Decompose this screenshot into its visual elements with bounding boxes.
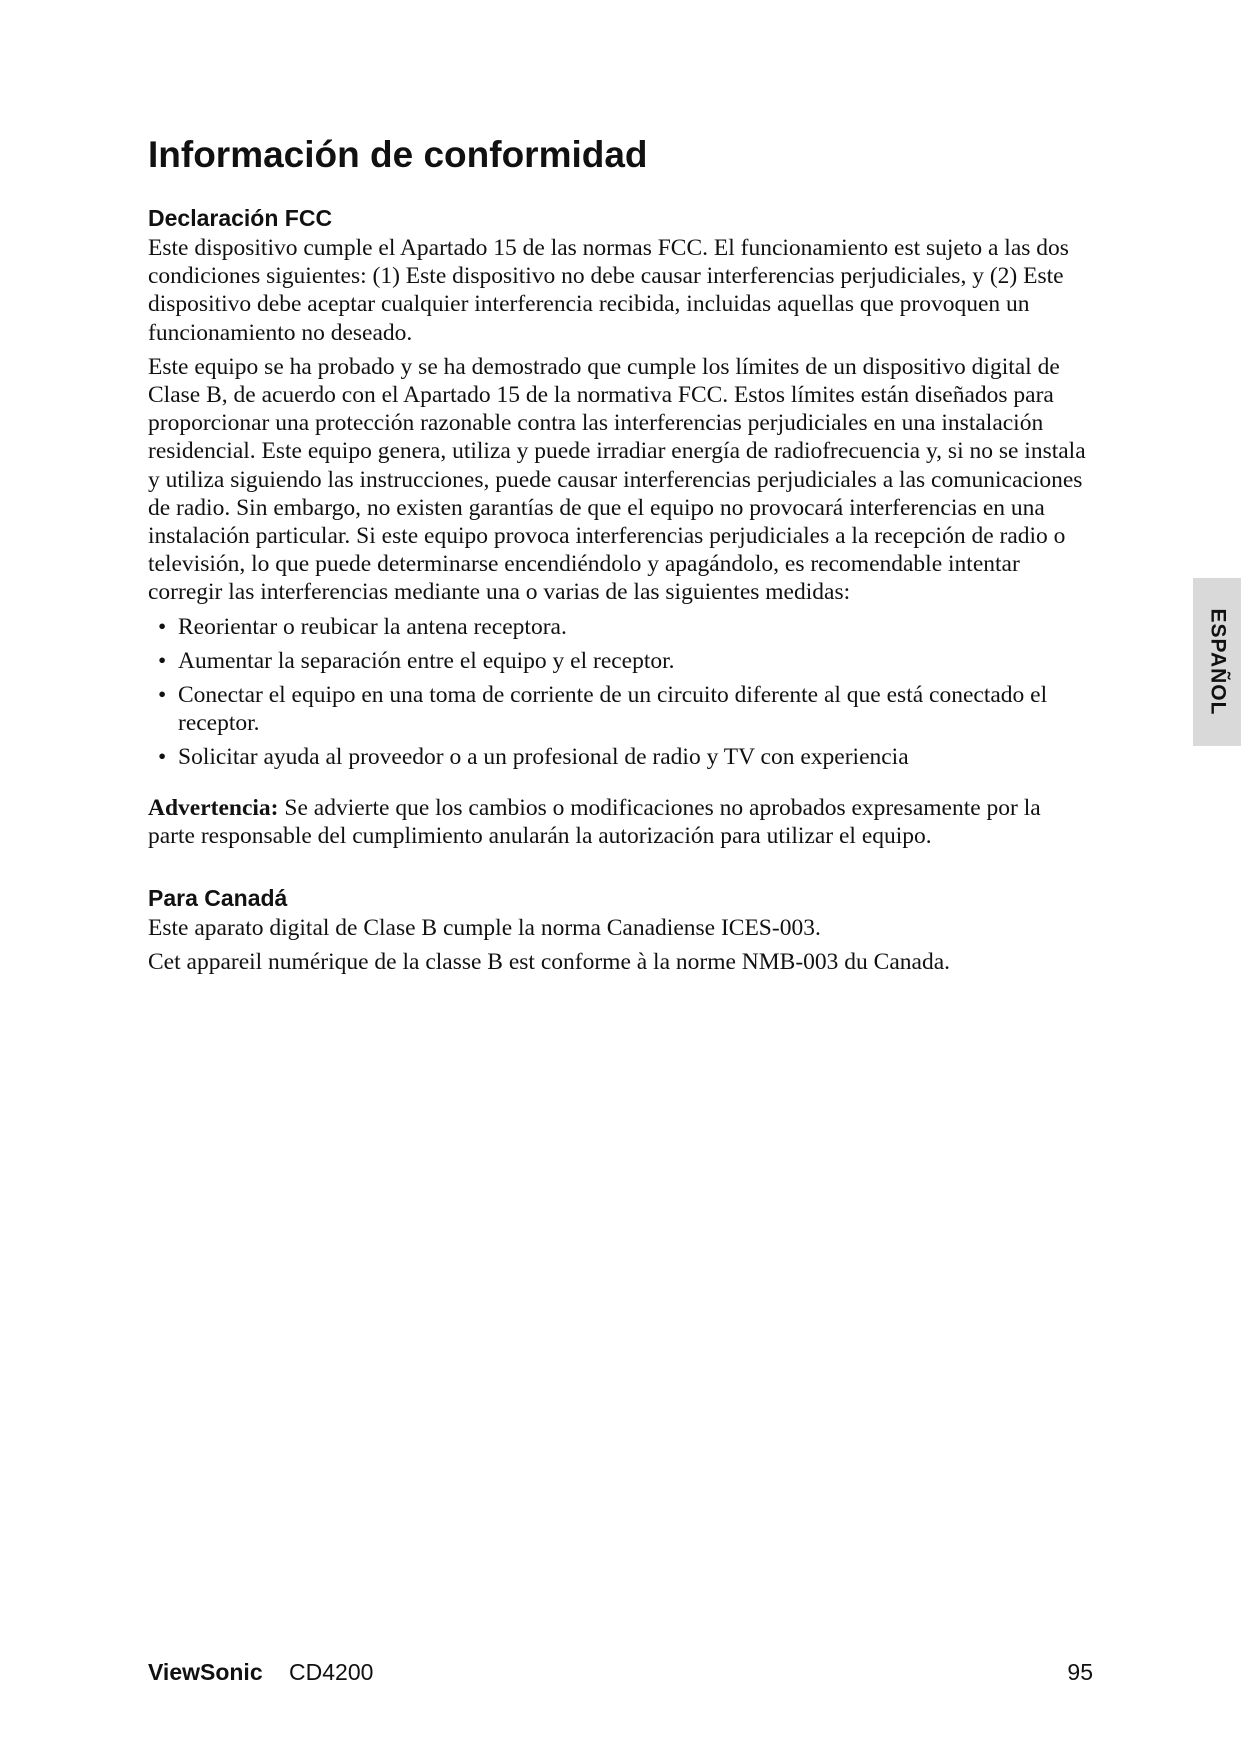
fcc-measures-list bbox=[148, 613, 1093, 772]
bullet-icon: • bbox=[158, 682, 167, 709]
bullet-icon: • bbox=[158, 647, 167, 674]
list-item bbox=[148, 743, 1093, 771]
canada-line-2: Cet appareil numérique de la classe B est conforme à la norme NMB-003 du Canada. bbox=[148, 949, 951, 976]
footer-model: CD4200 bbox=[289, 1659, 374, 1685]
language-tab bbox=[1193, 578, 1241, 746]
fcc-paragraph-1: Este dispositivo cumple el Apartado 15 de las normas FCC. El funcionamiento est sujeto a las dos condiciones siguientes: (1) Este dispositivo no debe causar interferencias perjudiciales, y (2) Este dispositivo debe aceptar cualquier interferencia recibida, incluidas aquellas que provoquen un funcionamiento no deseado. bbox=[148, 235, 1069, 346]
page-content bbox=[148, 132, 1093, 982]
warning-label: Advertencia: bbox=[148, 794, 279, 821]
warning-paragraph bbox=[148, 794, 1093, 850]
list-item-text: Solicitar ayuda al proveedor o a un profesional de radio y TV con experiencia bbox=[178, 744, 909, 771]
page-number: 95 bbox=[1067, 1659, 1093, 1685]
page-title: Información de conformidad bbox=[148, 134, 648, 175]
page-footer bbox=[148, 1658, 1093, 1686]
list-item bbox=[148, 681, 1093, 737]
fcc-paragraph-2: Este equipo se ha probado y se ha demostrado que cumple los límites de un dispositivo digital de Clase B, de acuerdo con el Apartado 15 de la normativa FCC. Estos límites están diseñados para proporcionar una protección razonable contra las interferencias perjudiciales en una instalación residencial. Este equipo genera, utiliza y puede irradiar energía de radiofrecuencia y, si no se instala y utiliza siguiendo las instrucciones, puede causar interferencias perjudiciales a las comunicaciones de radio. Sin embargo, no existen garantías de que el equipo no provocará interferencias en una instalación particular. Si este equipo provoca interferencias perjudiciales a la recepción de radio o televisión, lo que puede determinarse encendiéndolo y apagándolo, es recomendable intentar corregir las interferencias mediante una o varias de las siguientes medidas: bbox=[148, 353, 1086, 606]
bullet-icon: • bbox=[158, 744, 167, 771]
warning-text: Se advierte que los cambios o modificaciones no aprobados expresamente por la parte responsable del cumplimiento anularán la autorización para utilizar el equipo. bbox=[148, 794, 1041, 849]
language-tab-label: ESPAÑOL bbox=[1206, 608, 1229, 716]
canada-line-1: Este aparato digital de Clase B cumple la norma Canadiense ICES-003. bbox=[148, 915, 821, 942]
list-item bbox=[148, 613, 1093, 641]
list-item-text: Conectar el equipo en una toma de corriente de un circuito diferente al que está conectado el receptor. bbox=[178, 682, 1048, 737]
list-item bbox=[148, 647, 1093, 675]
footer-brand: ViewSonic bbox=[148, 1659, 263, 1685]
bullet-icon: • bbox=[158, 613, 167, 640]
list-item-text: Aumentar la separación entre el equipo y el receptor. bbox=[178, 647, 675, 674]
canada-heading: Para Canadá bbox=[148, 885, 288, 912]
list-item-text: Reorientar o reubicar la antena receptora. bbox=[178, 613, 567, 640]
fcc-heading: Declaración FCC bbox=[148, 205, 333, 231]
